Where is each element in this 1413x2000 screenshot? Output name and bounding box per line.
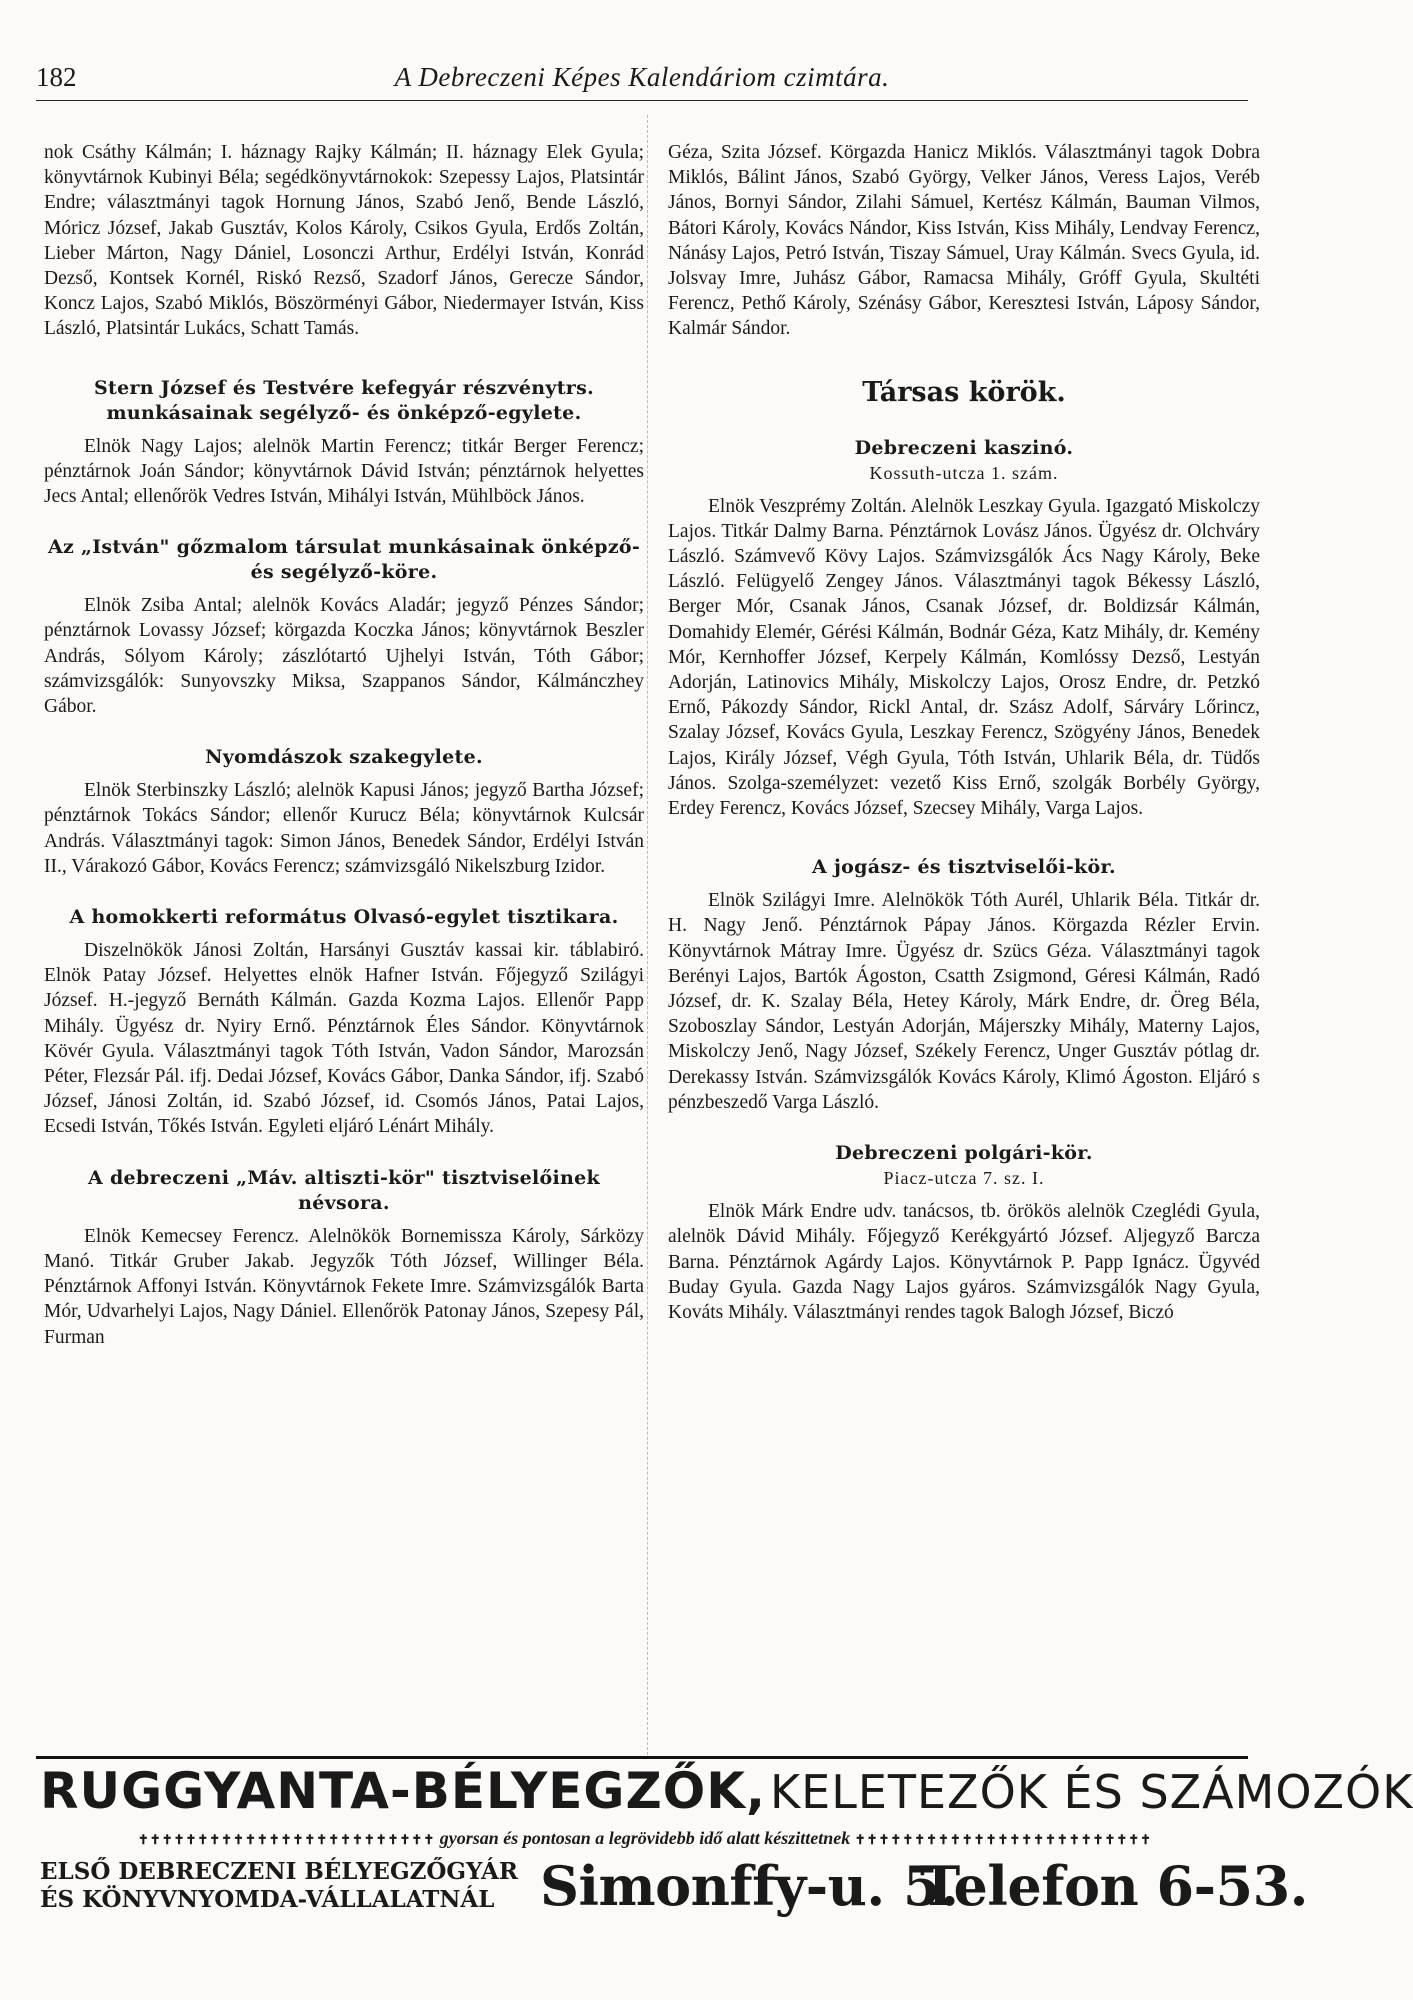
running-title: A Debreczeni Képes Kalendáriom czimtára. [394,62,890,92]
mav-section-title: A debreczeni „Máv. altiszti-kör" tisztviselőinek névsora. [88,1166,600,1214]
tarsas-korok-title: Társas körök. [862,376,1066,408]
kaszino-section-title: Debreczeni kaszinó. [854,436,1074,459]
istvan-section-title: Az „István" gőzmalom társulat munkásainak önképző- és segélyző-köre. [47,536,641,584]
left-intro-paragraph: nok Csáthy Kálmán; I. háznagy Rajky Kálmán; II. háznagy Elek Gyula; könyvtárnok Kubinyi Béla; segédkönyvtárnokok: Szepessy Lajos, Platsintár Endre; választmányi tagok Hornung János, Szabó Jenő, Bende László, Móricz József, Jakab Gusztáv, Kolos Károly, Csikos Gyula, Erdős Zoltán, Lieber Márton, Nagy Dániel, Losonczi Arthur, Erdélyi István, Konrád Dezső, Kontsek Kornél, Riskó Rezső, Szadorf János, Gerecze Sándor, Koncz Lajos, Szabó Miklós, Böszörményi Gábor, Niedermayer István, Kiss László, Platsintár Lukács, Schatt Tamás. [44,142,644,340]
advertisement-company-line1: ELSŐ DEBRECZENI BÉLYEGZŐGYÁR [40,1858,518,1885]
advertisement-top-rule [36,1756,1248,1759]
polgari-section-title: Debreczeni polgári-kör. [835,1142,1093,1165]
page-header [36,60,1248,101]
right-column [668,140,1260,1325]
advertisement-phone: Telefon 6-53. [920,1854,1308,1918]
advertisement-brand-light: KELETEZŐK ÉS SZÁMOZÓK [769,1765,1413,1819]
istvan-section-text: Elnök Zsiba Antal; alelnök Kovács Aladár; jegyző Pénzes Sándor; pénztárnok Lovassy József; körgazda Koczka János; könyvtárnok Beszler András, Sólyom Károly; zászlótartó Ujhelyi István, Tóth Gábor; számvizsgálók: Sunyovszky Miksa, Szappanos Sándor, Kálmánczhey Gábor. [44,595,644,718]
advertisement-company [40,1858,518,1914]
advertisement-tagline: gyorsan és pontosan a legrövidebb idő alatt készittetnek [439,1828,851,1848]
jogasz-section-title: A jogász- és tisztviselői-kör. [812,856,1116,879]
advertisement-company-line2: ÉS KÖNYVNYOMDA-VÁLLALATNÁL [40,1886,495,1913]
nyomdaszok-section-text: Elnök Sterbinszky László; alelnök Kapusi János; jegyző Bartha József; pénztárnok Tokács Sándor; ellenőr Kurucz Béla; könyvtárnok Kulcsár András. Választmányi tagok: Simon János, Benedek Sándor, Erdélyi István II., Várakozó Gábor, Kovács Ferencz; számvizsgáló Nikelszburg Izidor. [44,780,644,877]
left-column [44,140,644,1350]
advertisement-brand-bold: RUGGYANTA-BÉLYEGZŐK, [40,1762,766,1820]
stern-section-text: Elnök Nagy Lajos; alelnök Martin Ferencz; titkár Berger Ferencz; pénztárnok Joán Sándor; könyvtárnok Dávid István; pénztárnok helyettes Jecs Antal; ellenőrök Vedres István, Mihályi István, Mühlböck János. [44,435,644,508]
mav-section-text: Elnök Kemecsey Ferencz. Alelnökök Bornemissza Károly, Sárközy Manó. Titkár Gruber Jakab. Jegyzők Tóth József, Willinger Béla. Pénztárnok Affonyi István. Könyvtárnok Fekete Imre. Számvizsgálók Barta Mór, Udvarhelyi Lajos, Nagy Dániel. Ellenőrök Patonay János, Szepesy Pál, Furman [44,1225,644,1348]
advertisement-address: Simonffy-u. 5. [540,1854,959,1918]
polgari-section-text: Elnök Márk Endre udv. tanácsos, tb. örökös alelnök Czeglédi Gyula, alelnök Dávid Mihály. Főjegyző Kerékgyártó József. Aljegyző Barcza Barna. Pénztárnok Agárdy Lajos. Könyvtárnok P. Papp Ignácz. Ügyvéd Buday Gyula. Gazda Nagy Lajos gyáros. Számvizsgálók Nagy Gyula, Kováts Mihály. Választmányi rendes tagok Balogh József, Biczó [668,1201,1260,1323]
page-number: 182 [36,62,77,92]
cross-ornament-left: ✝✝✝✝✝✝✝✝✝✝✝✝✝✝✝✝✝✝✝✝✝✝✝✝✝ [137,1832,436,1847]
kaszino-section-text: Elnök Veszprémy Zoltán. Alelnök Leszkay Gyula. Igazgató Miskolczy Lajos. Titkár Dalmy Barna. Pénztárnok Lovász János. Ügyész dr. Olchváry László. Számvevő Kövy Lajos. Számvizsgálók Ács Nagy Károly, Beke László. Felügyelő Zengey János. Választmányi tagok Békessy László, Berger Mór, Csanak János, Csanak József, dr. Boldizsár Kálmán, Domahidy Elemér, Gérési Kálmán, Bodnár Géza, Katz Mihály, dr. Kemény Mór, Kernhoffer József, Kerpely Kálmán, Komlóssy Dezső, Lestyán Adorján, Latinovics Mihály, Miskolczy Lajos, Orosz Endre, dr. Petzkó Ernő, Pákozdy Sándor, Rickl Antal, dr. Szász Adolf, Sárváry Lőrincz, Szalay József, Kovács Gyula, Leszkay Ferencz, Szögyény János, Benedek Lajos, Király József, Végh Gyula, Tóth István, Uhlarik Béla, dr. Tüdős János. Szolga-személyzet: vezető Kiss Ernő, szolgák Borbély György, Erdey Ferencz, Kovács József, Szecsey Mihály, Varga Lajos. [668,495,1260,820]
advertisement-tagline-row [40,1828,1250,1849]
homokkerti-section-title: A homokkerti református Olvasó-egylet tisztikara. [69,906,619,929]
homokkerti-section-text: Diszelnökök Jánosi Zoltán, Harsányi Gusztáv kassai kir. táblabiró. Elnök Patay József. Helyettes elnök Hafner István. Főjegyző Szilágyi József. H.-jegyző Bernáth Kálmán. Gazda Kozma Lajos. Ellenőr Papp Mihály. Ügyész dr. Nyiry Ernő. Pénztárnok Éles Sándor. Könyvtárnok Kövér Gyula. Választmányi tagok Tóth István, Vadon Sándor, Marozsán Péter, Flezsár Pál. ifj. Dedai József, Kovács Gábor, Danka Sándor, ifj. Szabó József, Jánosi Zoltán, id. Szabó József, id. Csomós János, Patai Lajos, Ecsedi István, Tőkés István. Egyleti eljáró Lénárt Mihály. [44,940,644,1138]
right-intro-paragraph: Géza, Szita József. Körgazda Hanicz Miklós. Választmányi tagok Dobra Miklós, Bálint János, Szabó György, Velker János, Veress Lajos, Veréb János, Bornyi Sándor, Zilahi Sámuel, Kertész Kálmán, Bauman Vilmos, Bátori Károly, Kovács Nándor, Kiss István, Kiss Mihály, Lendvay Ferencz, Nánásy Lajos, Petró István, Tiszay Sámuel, Uray Kálmán. Svecs Gyula, id. Jolsvay Imre, Juhász Gábor, Ramacsa Mihály, Gróff Gyula, Skultéti Ferencz, Pethő Károly, Szénásy Gábor, Keresztesi István, Láposy Sándor, Kalmár Sándor. [668,142,1260,340]
polgari-address: Piacz-utcza 7. sz. I. [883,1168,1045,1189]
nyomdaszok-section-title: Nyomdászok szakegylete. [205,746,483,769]
stern-section-title: Stern József és Testvére kefegyár részvénytrs. munkásainak segélyző- és önképző-egylete. [93,376,595,424]
kaszino-address: Kossuth-utcza 1. szám. [869,462,1059,483]
advertisement-brand [40,1762,1413,1822]
column-divider [647,115,648,1755]
cross-ornament-right: ✝✝✝✝✝✝✝✝✝✝✝✝✝✝✝✝✝✝✝✝✝✝✝✝✝ [854,1832,1153,1847]
jogasz-section-text: Elnök Szilágyi Imre. Alelnökök Tóth Aurél, Uhlarik Béla. Titkár dr. H. Nagy Jenő. Pénztárnok Pápay János. Körgazda Rézler Ervin. Könyvtárnok Mátray Imre. Ügyész dr. Szücs Géza. Választmányi tagok Berényi Lajos, Bartók Ágoston, Csatth Zsigmond, Géresi Kálmán, Radó József, dr. K. Szalay Béla, Hetey Károly, Márk Endre, dr. Öreg Béla, Szoboszlay Sándor, Lestyán Adorján, Májerszky Mihály, Materny Lajos, Miskolczy Jenő, Nagy József, Székely Ferencz, Unger Gusztáv pótlag dr. Derekassy István. Számvizsgálók Kovács Károly, Klimó Ágoston. Eljáró s pénzbeszedő Varga László. [668,890,1260,1113]
